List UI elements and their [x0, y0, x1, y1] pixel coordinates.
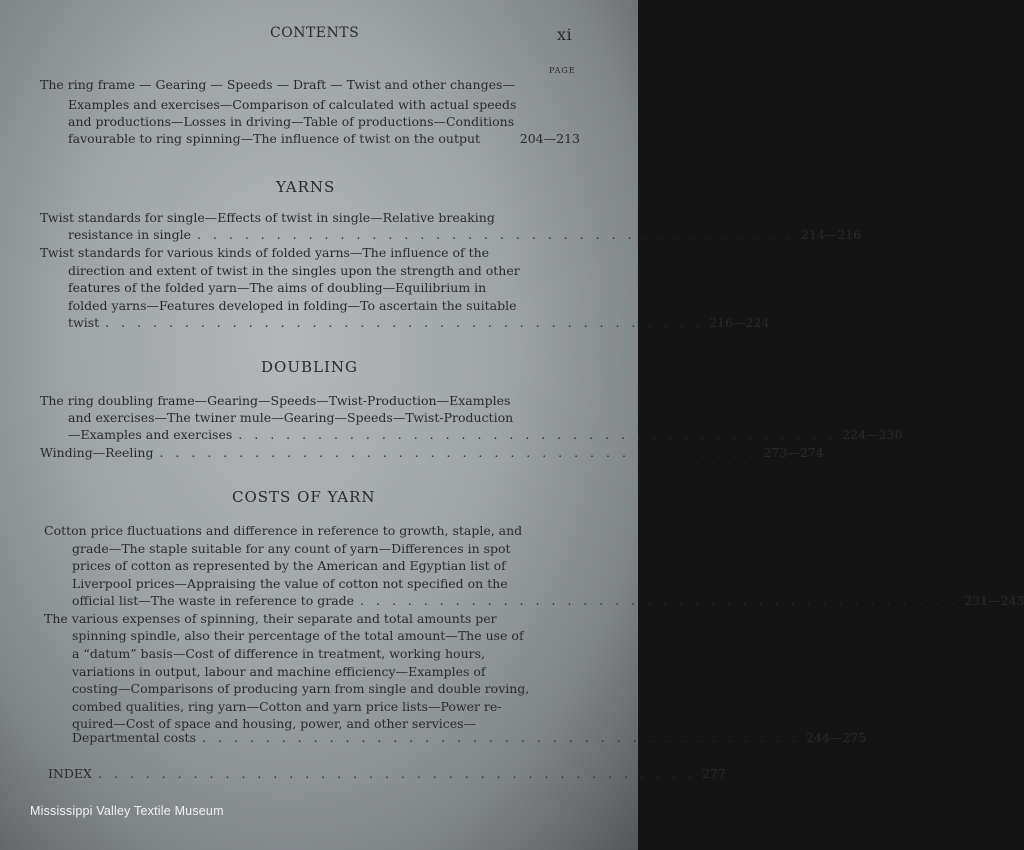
toc-line: Liverpool prices—Appraising the value of cotton not specified on the	[72, 576, 508, 591]
toc-line: folded yarns—Features developed in folding—To ascertain the suitable	[68, 298, 517, 313]
toc-line: grade—The staple suitable for any count of yarn—Differences in spot	[72, 541, 511, 556]
dot-leader: . . . . . . . . . . . . . . . . . . . . . . . . . . . . . . . . . . . . . .	[196, 227, 795, 242]
section-heading-doubling: DOUBLING	[261, 358, 358, 376]
toc-page-range: 273—274	[763, 445, 824, 460]
watermark-caption: Mississippi Valley Textile Museum	[30, 804, 224, 818]
dot-leader: . . . . . . . . . . . . . . . . . . . . . . . . . . . . . . . . . . . . . .	[360, 593, 959, 608]
dot-leader: . . . . . . . . . . . . . . . . . . . . . . . . . . . . . . . . . . . . . .	[202, 730, 801, 745]
toc-line: quired—Cost of space and housing, power, and other services—	[72, 716, 477, 731]
toc-line: costing—Comparisons of producing yarn from single and double roving,	[72, 681, 530, 696]
dot-leader: . . . . . . . . . . . . . . . . . . . . . . . . . . . . . . . . . . . . . .	[105, 315, 704, 330]
page-column-label: PAGE	[549, 66, 576, 75]
dot-leader: . . . . . . . . . . . . . . . . . . . . . . . . . . . . . . . . . . . . . .	[159, 445, 758, 460]
toc-line: Twist standards for single—Effects of twist in single—Relative breaking	[40, 210, 495, 225]
toc-line: direction and extent of twist in the singles upon the strength and other	[68, 263, 520, 278]
toc-line: spinning spindle, also their percentage of the total amount—The use of	[72, 628, 524, 643]
dot-leader: . . . . . . . . . . . . . . . . . . . . . . . . . . . . . . . . . . . . . .	[97, 766, 696, 781]
toc-page-range: 204—213	[519, 131, 580, 146]
toc-line: a “datum” basis—Cost of difference in treatment, working hours,	[72, 646, 485, 661]
dot-leader: . . . . . . . . . . . . . . . . . . . . . . . . . . . . . . . . . . . . . .	[238, 427, 837, 442]
toc-line-index: INDEX . . . . . . . . . . . . . . . . . . . . . . . . . . . . . . . . . . . . . . 277	[48, 766, 726, 781]
toc-line-with-pages: Departmental costs . . . . . . . . . . . . . . . . . . . . . . . . . . . . . . . . . . . . . . 244—275	[72, 730, 867, 745]
toc-line: The ring doubling frame—Gearing—Speeds—Twist-Production—Examples	[40, 393, 511, 408]
toc-line: variations in output, labour and machine efficiency—Examples of	[72, 664, 486, 679]
toc-page-range: 214—216	[801, 227, 862, 242]
toc-line-with-pages: resistance in single . . . . . . . . . . . . . . . . . . . . . . . . . . . . . . . . . . . . . . 214—216	[68, 227, 862, 242]
toc-line: features of the folded yarn—The aims of doubling—Equilibrium in	[68, 280, 487, 295]
toc-line: The various expenses of spinning, their separate and total amounts per	[44, 611, 497, 626]
toc-page-range: 231—243	[964, 593, 1024, 608]
toc-page-range: 216—224	[709, 315, 770, 330]
toc-line: Cotton price fluctuations and difference in reference to growth, staple, and	[44, 523, 523, 538]
toc-line-with-pages: Winding—Reeling . . . . . . . . . . . . . . . . . . . . . . . . . . . . . . . . . . . . . . 273—274	[40, 445, 824, 460]
toc-page-range: 277	[701, 766, 726, 781]
page-number: xi	[557, 25, 573, 44]
toc-page-range: 244—275	[806, 730, 867, 745]
toc-line: and productions—Losses in driving—Table of productions—Conditions	[68, 114, 515, 129]
toc-line: The ring frame — Gearing — Speeds — Draft — Twist and other changes—	[40, 77, 515, 92]
toc-line: combed qualities, ring yarn—Cotton and yarn price lists—Power re-	[72, 699, 502, 714]
toc-line: Examples and exercises—Comparison of calculated with actual speeds	[68, 97, 517, 112]
running-header-title: CONTENTS	[270, 25, 360, 41]
toc-line-with-pages: official list—The waste in reference to grade . . . . . . . . . . . . . . . . . . . . . . . . . . . . . . . . . . . . . . 231—243	[72, 593, 1024, 608]
toc-page-range: 224—230	[842, 427, 903, 442]
toc-line-with-pages: twist . . . . . . . . . . . . . . . . . . . . . . . . . . . . . . . . . . . . . . 216—224	[68, 315, 770, 330]
toc-line: prices of cotton as represented by the American and Egyptian list of	[72, 558, 506, 573]
section-heading-costs-of-yarn: COSTS OF YARN	[232, 488, 376, 506]
section-heading-yarns: YARNS	[276, 178, 336, 196]
toc-line-with-pages: —Examples and exercises . . . . . . . . . . . . . . . . . . . . . . . . . . . . . . . . . . . . . . 224—230	[68, 427, 903, 442]
toc-line-with-pages: favourable to ring spinning—The influence of twist on the output 204—213	[68, 131, 580, 146]
toc-line: Twist standards for various kinds of folded yarns—The influence of the	[40, 245, 490, 260]
toc-line: and exercises—The twiner mule—Gearing—Speeds—Twist-Production	[68, 410, 514, 425]
